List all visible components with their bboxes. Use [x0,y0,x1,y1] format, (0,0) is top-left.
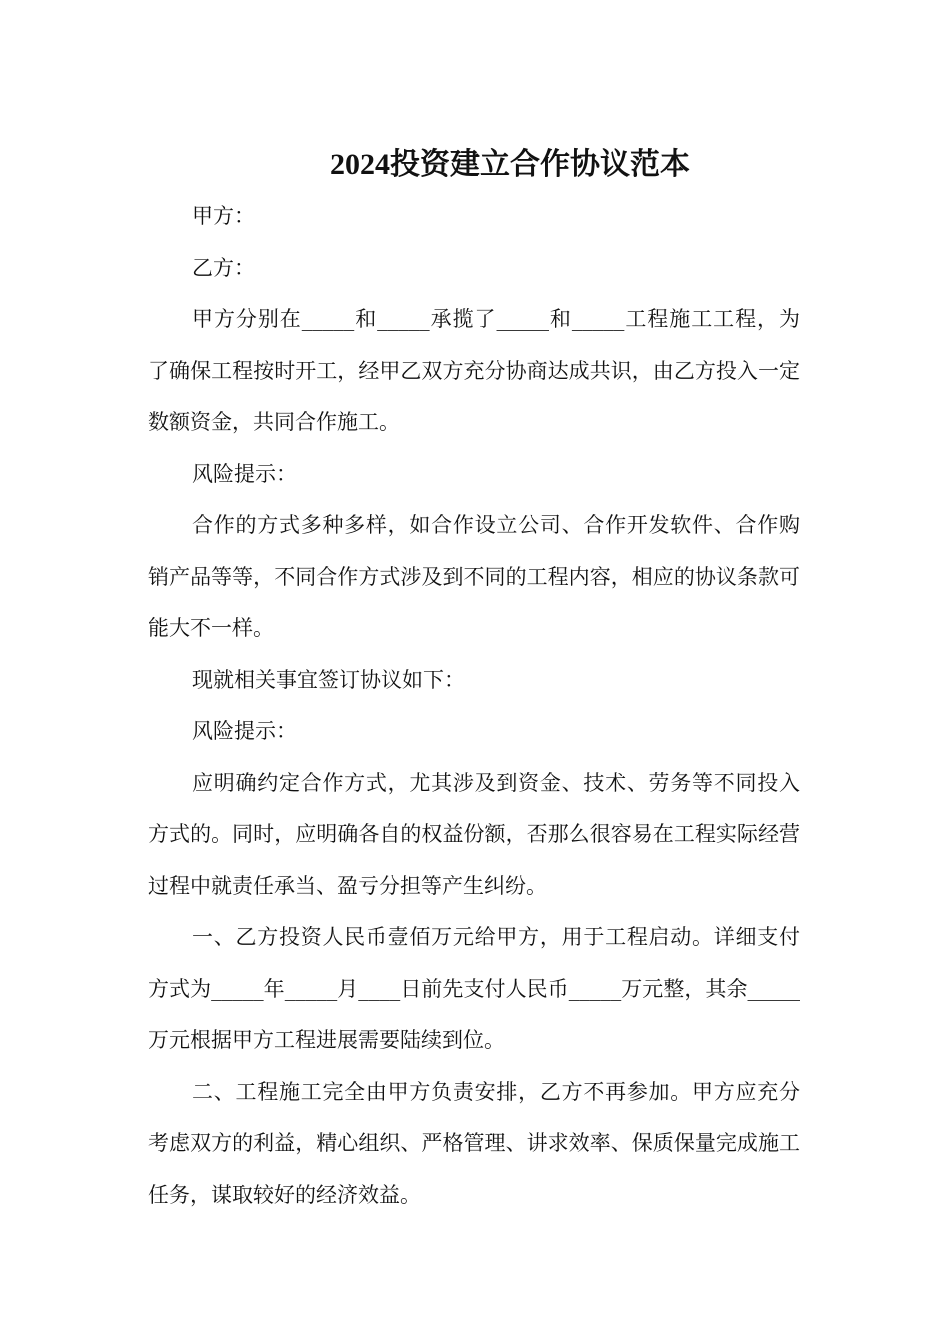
risk-notice-heading-2: 风险提示： [192,719,297,743]
agreement-intro: 现就相关事宜签订协议如下： [192,667,465,692]
document-body [148,191,800,1221]
title-year: 2024 [330,148,390,182]
title-text: 投资建立合作协议范本 [390,147,690,183]
risk-notice-paragraph-2: 应明确约定合作方式，尤其涉及到资金、技术、劳务等不同投入方式的。同时，应明确各自的权益份额，否那么很容易在工程实际经营过程中就责任承当、盈亏分担等产生纠纷。 [148,770,800,898]
clause-2: 二、工程施工完全由甲方负责安排，乙方不再参加。甲方应充分考虑双方的利益，精心组织、严格管理、讲求效率、保质保量完成施工任务，谋取较好的经济效益。 [148,1079,800,1207]
risk-notice-paragraph: 合作的方式多种多样，如合作设立公司、合作开发软件、合作购销产品等等，不同合作方式涉及到不同的工程内容，相应的协议条款可能大不一样。 [148,513,800,640]
party-a-line: 甲方： [192,204,255,228]
clause-1: 一、乙方投资人民币壹佰万元给甲方，用于工程启动。详细支付方式为_____年_____月____日前先支付人民币_____万元整，其余_____万元根据甲方工程进展需要陆续到位。 [148,925,800,1052]
risk-notice-heading: 风险提示： [192,461,297,486]
preamble-paragraph: 甲方分别在_____和_____承揽了_____和_____工程施工工程，为了确保工程按时开工，经甲乙双方充分协商达成共识，由乙方投入一定数额资金，共同合作施工。 [148,307,800,434]
document-title [0,140,950,190]
party-b-line: 乙方： [192,255,255,280]
